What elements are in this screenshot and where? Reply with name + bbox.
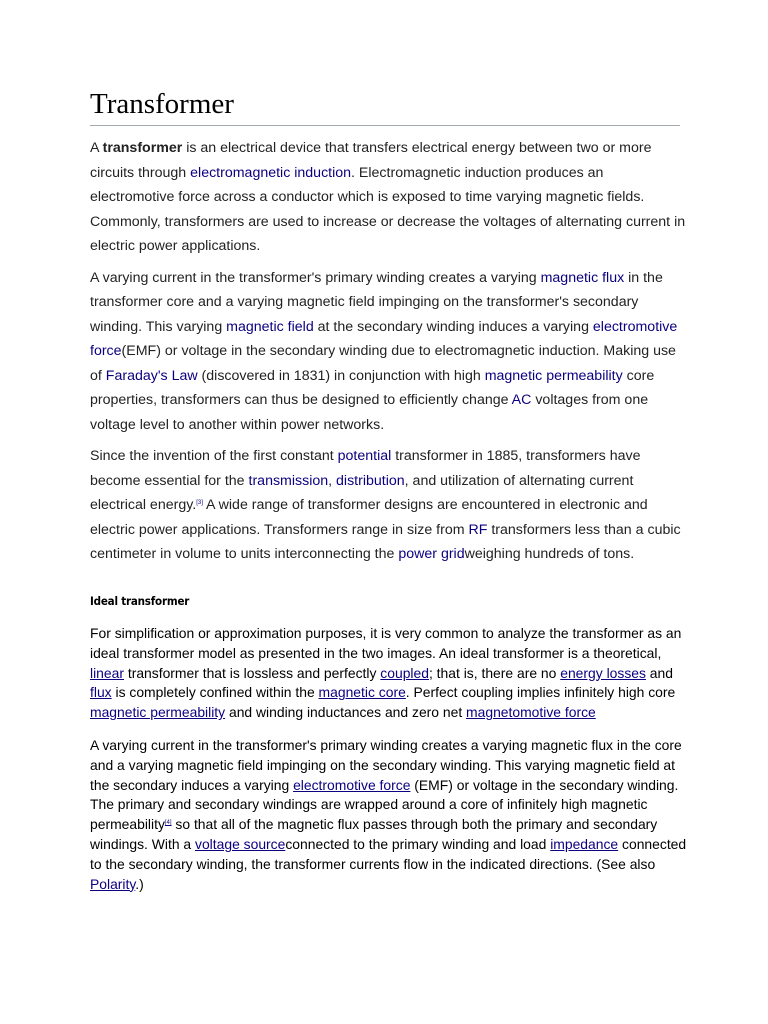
paragraph-definition: A transformer is an electrical device that transfers electrical energy between two or more circuits through electromagnetic induction. Electromagnetic induction produces an electromotive force across a conductor which is exposed to time varying magnetic fields. Commonly, transformers are used to increase or decrease the voltages of alternating current in electric power applications. xyxy=(90,140,686,254)
link-magnetic-core[interactable]: magnetic core xyxy=(318,684,406,701)
link-magnetic-permeability[interactable]: magnetic permeability xyxy=(484,367,623,384)
link-transmission[interactable]: transmission xyxy=(248,472,329,489)
link-magnetic-flux[interactable]: magnetic flux xyxy=(540,269,625,286)
link-electromagnetic-induction[interactable]: electromagnetic induction xyxy=(190,164,352,181)
link-voltage-source[interactable]: voltage source xyxy=(195,835,286,852)
section-heading-ideal-transformer: Ideal transformer xyxy=(90,594,190,608)
citation-4[interactable]: [4] xyxy=(164,820,172,827)
link-linear[interactable]: linear xyxy=(90,664,124,681)
link-faradays-law[interactable]: Faraday's Law xyxy=(105,367,198,384)
link-coupled[interactable]: coupled xyxy=(380,664,429,681)
link-energy-losses[interactable]: energy losses xyxy=(560,664,646,681)
link-electromotive-force[interactable]: electromotive force xyxy=(90,318,678,359)
link-flux[interactable]: flux xyxy=(90,684,112,701)
link-electromotive-force-2[interactable]: electromotive force xyxy=(293,776,411,793)
title-divider xyxy=(90,125,680,126)
link-potential[interactable]: potential xyxy=(337,448,392,464)
link-impedance[interactable]: impedance xyxy=(550,835,619,852)
paragraph-history: Since the invention of the first constant potential transformer in 1885, transformers have become essential for the transmission, distribution, and utilization of alternating current electrical energy.[3] A wide range of transformer designs are encountered in electronic and electric power applications. Transformers range in size from RF transformers less than a cubic centimeter in volume to units interconnecting the power gridweighing hundreds of tons. xyxy=(90,448,681,562)
link-magnetic-field[interactable]: magnetic field xyxy=(226,318,314,335)
paragraph-principle: A varying current in the transformer's primary winding creates a varying magnetic flux in the transformer core and a varying magnetic field impinging on the transformer's secondary winding. This varying magnetic field at the secondary winding induces a varying electromotive force(EMF) or voltage in the secondary winding due to electromagnetic induction. Making use of Faraday's Law (discovered in 1831) in conjunction with high magnetic permeability core properties, transformers can thus be designed to efficiently change AC voltages from one voltage level to another within power networks. xyxy=(90,269,678,433)
link-rf[interactable]: RF xyxy=(468,521,488,538)
page-title: Transformer xyxy=(90,88,234,120)
link-power-grid[interactable]: power grid xyxy=(398,546,465,562)
paragraph-ideal-operation: A varying current in the transformer's primary winding creates a varying magnetic flux in the core and a varying magnetic field impinging on the secondary winding. This varying magnetic field at the secondary induces a varying electromotive force (EMF) or voltage in the secondary winding. The primary and secondary windings are wrapped around a core of infinitely high magnetic permeability[4] so that all of the magnetic flux passes through both the primary and secondary windings. With a voltage sourceconnected to the primary winding and load impedance connected to the secondary winding, the transformer currents flow in the indicated directions. (See also Polarity.) xyxy=(90,736,687,892)
citation-3[interactable]: [3] xyxy=(196,500,203,506)
paragraph-ideal-model: For simplification or approximation purposes, it is very common to analyze the transformer as an ideal transformer model as presented in the two images. An ideal transformer is a theoretical, linear transformer that is lossless and perfectly coupled; that is, there are no energy losses and flux is completely confined within the magnetic core. Perfect coupling implies infinitely high core magnetic permeability and winding inductances and zero net magnetomotive force xyxy=(90,625,682,721)
link-distribution[interactable]: distribution xyxy=(336,472,405,489)
link-ac[interactable]: AC xyxy=(511,392,532,408)
ideal-transformer-section xyxy=(90,624,690,907)
intro-section xyxy=(90,136,690,574)
link-magnetomotive-force[interactable]: magnetomotive force xyxy=(466,704,596,721)
term-transformer: transformer xyxy=(102,140,183,156)
link-polarity[interactable]: Polarity xyxy=(90,875,136,892)
link-magnetic-permeability-2[interactable]: magnetic permeability xyxy=(90,704,226,721)
